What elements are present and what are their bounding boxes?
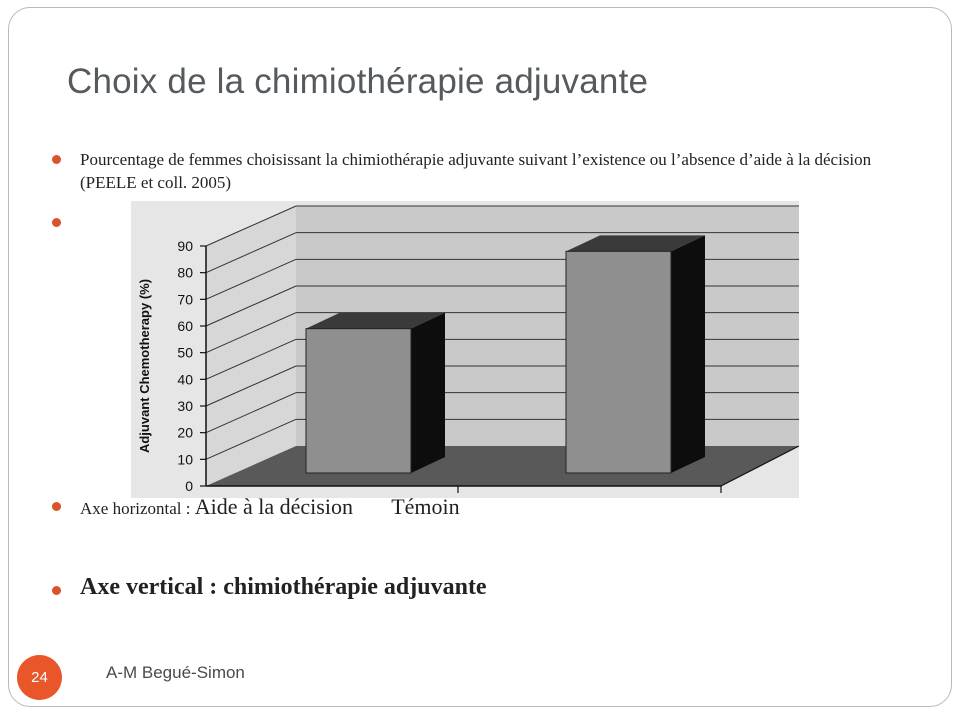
- y-tick-label: 50: [177, 344, 193, 361]
- bar-side: [671, 235, 705, 473]
- bullet-dot: [52, 586, 61, 595]
- y-tick-label: 70: [177, 291, 193, 308]
- bullet-horizontal-axis: [80, 494, 460, 520]
- page-number-badge: 24: [17, 655, 62, 700]
- bullet-dot: [52, 155, 61, 164]
- chart-floor: [206, 446, 799, 486]
- y-tick-label: 30: [177, 398, 193, 414]
- y-tick-label: 80: [177, 264, 193, 281]
- y-tick-label: 20: [177, 424, 193, 441]
- y-tick-label: 10: [177, 451, 193, 468]
- chart-side-wall: [206, 206, 296, 486]
- y-tick-label: 40: [177, 371, 193, 388]
- y-tick-label: 0: [185, 478, 193, 494]
- category-label-2: Témoin: [391, 494, 460, 519]
- bullet-description: Pourcentage de femmes choisissant la chimiothérapie adjuvante suivant l’existence ou l’absence d’aide à la décision (PEELE et coll. 2005): [80, 150, 872, 192]
- bar-2: [566, 235, 705, 473]
- bar-side: [411, 313, 445, 473]
- y-tick-label: 90: [177, 238, 193, 254]
- bullet-dot-empty: [52, 218, 61, 227]
- horizontal-axis-prefix: Axe horizontal :: [80, 499, 195, 518]
- bar-1: [306, 313, 445, 473]
- bar-front: [306, 329, 411, 473]
- bar-front: [566, 251, 671, 473]
- y-axis-label: Adjuvant Chemotherapy (%): [137, 278, 152, 454]
- slide-title: Choix de la chimiothérapie adjuvante: [67, 62, 649, 101]
- bullet-vertical-axis: Axe vertical : chimiothérapie adjuvante: [80, 574, 487, 600]
- category-label-1: Aide à la décision: [194, 494, 353, 519]
- bullet-dot: [52, 502, 61, 511]
- bar-chart: [131, 201, 799, 498]
- y-tick-label: 60: [177, 318, 193, 334]
- author-name: A-M Begué-Simon: [106, 663, 245, 682]
